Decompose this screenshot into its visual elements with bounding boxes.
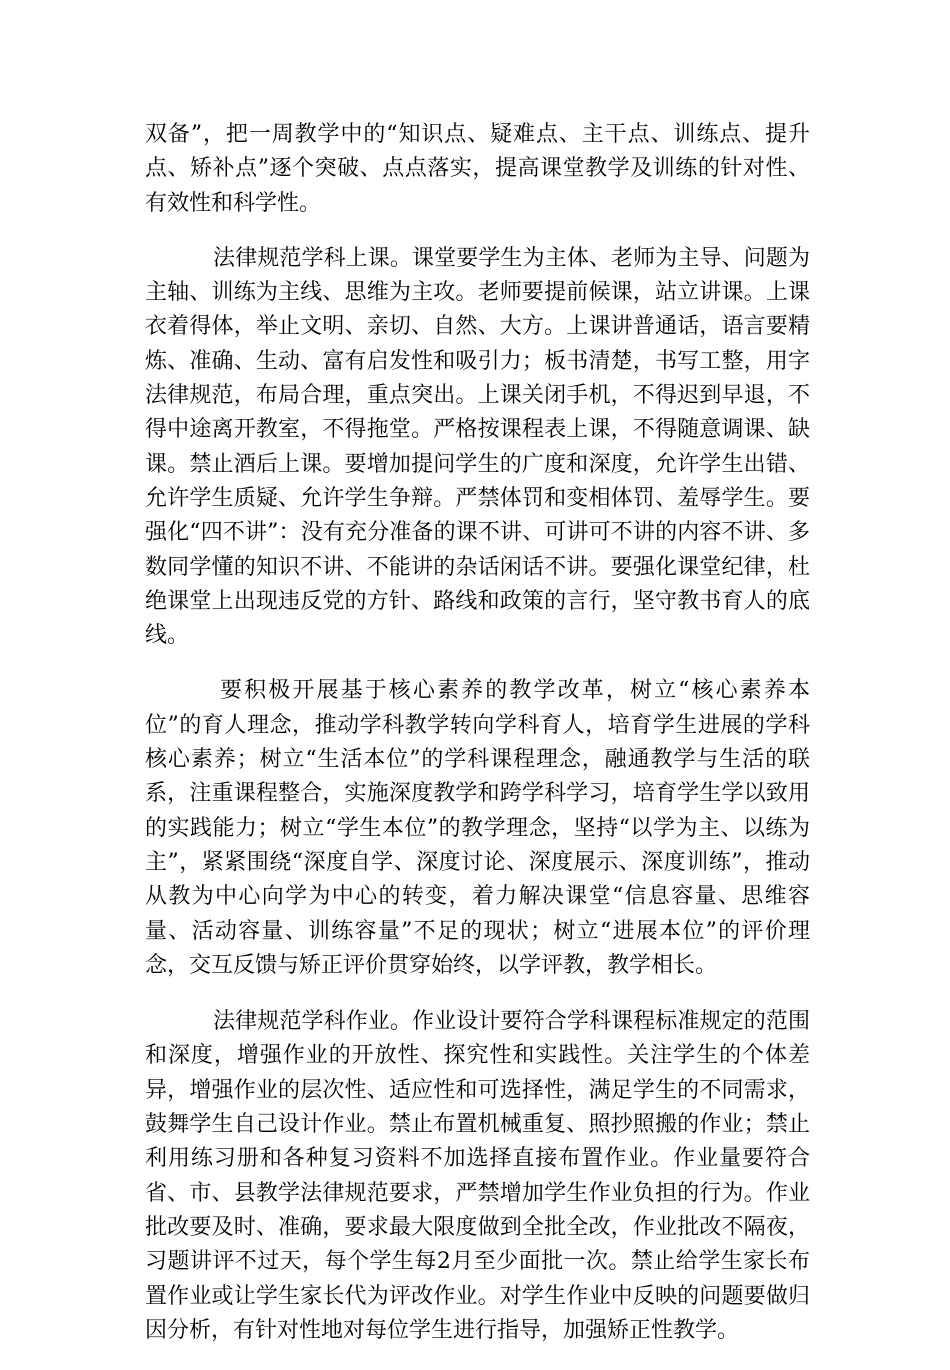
document-body <box>145 118 810 1370</box>
paragraph-continued: 双备”，把一周教学中的“知识点、疑难点、主干点、训练点、提升点、矫补点”逐个突破、点点落实，提高课堂教学及训练的针对性、有效性和科学性。 <box>145 122 810 216</box>
paragraph-homework: 法律规范学科作业。作业设计要符合学科课程标准规定的范围和深度，增强作业的开放性、探究性和实践性。关注学生的个体差异，增强作业的层次性、适应性和可选择性，满足学生的不同需求，鼓舞学生自己设计作业。禁止布置机械重复、照抄照搬的作业；禁止利用练习册和各种复习资料不加选择直接布置作业。作业量要符合省、市、县教学法律规范要求，严禁增加学生作业负担的行为。作业批改要及时、准确，要求最大限度做到全批全改，作业批改不隔夜，习题讲评不过天，每个学生每2月至少面批一次。禁止给学生家长布置作业或让学生家长代为评改作业。对学生作业中反映的问题要做归因分析，有针对性地对每位学生进行指导，加强矫正性教学。 <box>145 1009 810 1343</box>
paragraph-classroom-teaching: 法律规范学科上课。课堂要学生为主体、老师为主导、问题为主轴、训练为主线、思维为主攻。老师要提前候课，站立讲课。上课衣着得体，举止文明、亲切、自然、大方。上课讲普通话，语言要精炼、准确、生动、富有启发性和吸引力；板书清楚，书写工整，用字法律规范，布局合理，重点突出。上课关闭手机，不得迟到早退，不得中途离开教室，不得拖堂。严格按课程表上课，不得随意调课、缺课。禁止酒后上课。要增加提问学生的广度和深度，允许学生出错、允许学生质疑、允许学生争辩。严禁体罚和变相体罚、羞辱学生。要强化“四不讲”：没有充分准备的课不讲、可讲可不讲的内容不讲、多数同学懂的知识不讲、不能讲的杂话闲话不讲。要强化课堂纪律，杜绝课堂上出现违反党的方针、路线和政策的言行，坚守教书育人的底线。 <box>145 245 810 649</box>
paragraph-core-literacy-reform: 要积极开展基于核心素养的教学改革，树立“核心素养本位”的育人理念，推动学科教学转向学科育人，培育学生进展的学科核心素养；树立“生活本位”的学科课程理念，融通教学与生活的联系，注重课程整合，实施深度教学和跨学科学习，培育学生学以致用的实践能力；树立“学生本位”的教学理念，坚持“以学为主、以练为主”，紧紧围绕“深度自学、深度讨论、深度展示、深度训练”，推动从教为中心向学为中心的转变，着力解决课堂“信息容量、思维容量、活动容量、训练容量”不足的现状；树立“进展本位”的评价理念，交互反馈与矫正评价贯穿始终，以学评教，教学相长。 <box>145 678 810 978</box>
